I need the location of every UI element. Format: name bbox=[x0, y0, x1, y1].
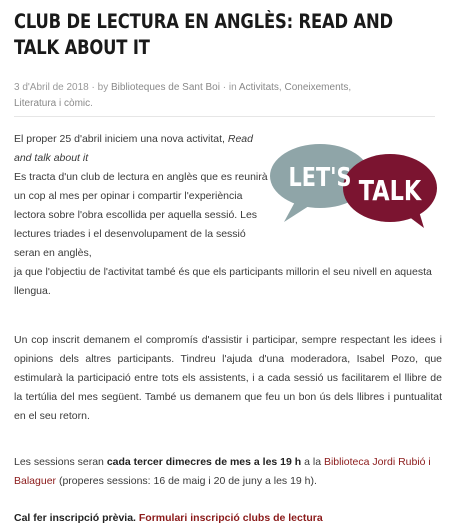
meta-divider bbox=[14, 116, 435, 117]
sessions-text: a la bbox=[301, 456, 324, 468]
sessions-paragraph bbox=[14, 453, 442, 491]
post-title: CLUB DE LECTURA EN ANGLÈS: READ AND TALK ABOUT IT bbox=[14, 10, 393, 59]
lets-text: LET'S bbox=[288, 161, 352, 193]
activity-name: Read and talk about it bbox=[14, 133, 253, 164]
category-link-literatura[interactable]: Literatura i còmic bbox=[14, 98, 91, 109]
meta-separator: · bbox=[222, 82, 227, 93]
meta-separator: · bbox=[91, 82, 95, 93]
registration-paragraph bbox=[14, 509, 442, 528]
meta-in: in bbox=[228, 82, 237, 93]
author-link[interactable]: Biblioteques de Sant Boi bbox=[111, 82, 220, 93]
intro-text: El proper 25 d'abril iniciem una nova activitat, bbox=[14, 133, 228, 145]
library-link[interactable]: Biblioteca Jordi Rubió i Balaguer bbox=[14, 456, 431, 487]
category-link-activitats[interactable]: Activitats bbox=[238, 82, 279, 93]
post-date: 3 d'Abril de 2018 bbox=[14, 82, 89, 93]
meta-end: . bbox=[90, 98, 93, 109]
intro-paragraph bbox=[14, 130, 272, 263]
post-meta bbox=[14, 80, 439, 112]
meta-by: by bbox=[97, 82, 109, 93]
registration-notice: Cal fer inscripció prèvia. bbox=[14, 512, 136, 524]
meta-comma: , bbox=[278, 82, 282, 93]
registration-form-link[interactable]: Formulari inscripció clubs de lectura bbox=[138, 512, 323, 524]
category-link-coneixements[interactable]: Coneixements bbox=[284, 82, 349, 93]
commitment-paragraph: Un cop inscrit demanem el compromís d'assistir i participar, sempre respectant les idees i opinions dels altres participants. Tindreu l'ajuda d'una moderadora, Isabel Pozo, que estimularà la participació entre tots els assistents, i a cada sessió us facilitarem el llibre de la tertúlia del mes següent. També us demanem que feu un bon ús dels llibres i puntualitat en el seu retorn. bbox=[14, 334, 442, 422]
talk-text: TALK bbox=[358, 173, 422, 207]
language-paragraph: ja que l'objectiu de l'activitat també és que els participants millorin el seu nivell en aquesta llengua. bbox=[14, 266, 432, 297]
lets-talk-image bbox=[268, 138, 438, 228]
sessions-schedule: cada tercer dimecres de mes a les 19 h bbox=[106, 456, 302, 468]
meta-comma: , bbox=[348, 82, 352, 93]
sessions-text: Les sessions seran bbox=[14, 456, 107, 468]
sessions-dates: (properes sessions: 16 de maig i 20 de juny a les 19 h). bbox=[56, 475, 317, 487]
intro-description: Es tracta d'un club de lectura en anglès que es reunirà un cop al mes per opinar i compartir l'experiència lectora sobre l'obra escollida per aquella sessió. Les lectures triades i el desenvolupament de la sessió seran en anglès, bbox=[14, 171, 268, 259]
